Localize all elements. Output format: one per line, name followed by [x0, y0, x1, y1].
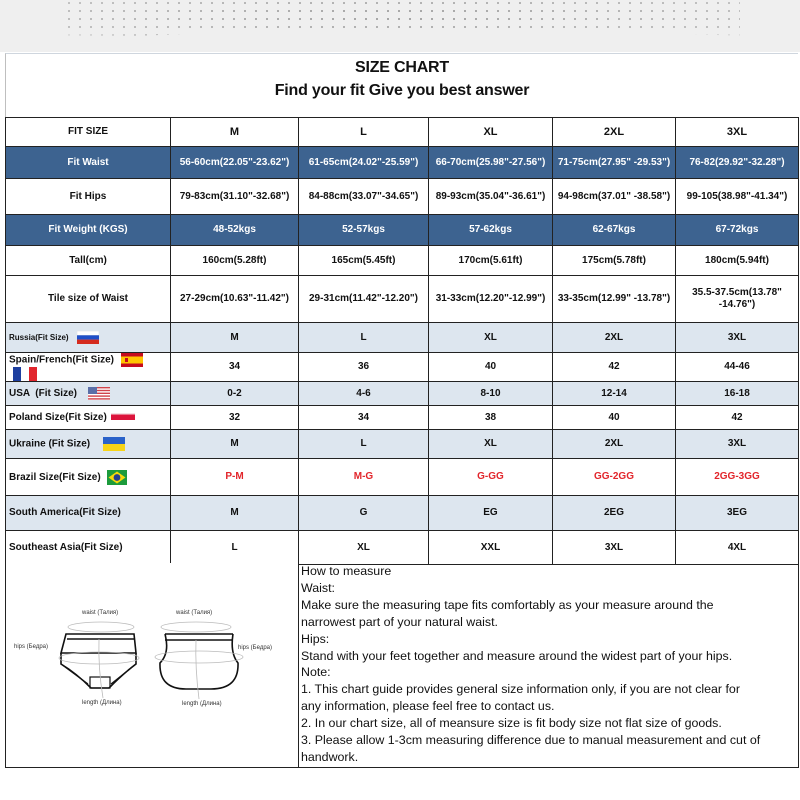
cell-2xl: 2EG	[553, 496, 676, 531]
table-row-fit-hips	[6, 179, 799, 215]
table-row-usa	[6, 382, 799, 406]
cell-3xl: 3XL	[676, 323, 799, 353]
notes-heading: How to measure	[301, 564, 392, 578]
cell-l: 36	[299, 353, 429, 382]
row-label: Spain/French(Fit Size)	[9, 354, 115, 366]
cell-xl: 57-62kgs	[429, 215, 553, 246]
cell-m: 56-60cm(22.05"-23.62")	[171, 147, 299, 179]
cell-3xl: 3EG	[676, 496, 799, 531]
row-label: Tile size of Waist	[6, 276, 171, 323]
measurement-diagram	[6, 563, 299, 767]
cell-xl: 31-33cm(12.20"-12.99")	[429, 276, 553, 323]
cell-m: M	[171, 430, 299, 459]
briefs-diagram-icon	[6, 563, 298, 767]
cell-m: L	[171, 531, 299, 565]
france-flag-icon	[13, 367, 37, 381]
column-header-m: M	[171, 118, 299, 147]
cell-l: L	[299, 323, 429, 353]
page-title: SIZE CHART	[354, 59, 449, 76]
cell-m: 79-83cm(31.10"-32.68")	[171, 179, 299, 215]
cell-2xl: GG-2GG	[553, 459, 676, 496]
row-label: Brazil Size(Fit Size)	[9, 471, 101, 483]
brazil-flag-icon	[107, 470, 127, 485]
row-label-cell	[6, 323, 171, 353]
notes-waist-text: Make sure the measuring tape fits comfortably as your measure around the	[301, 597, 714, 612]
row-label-cell	[6, 353, 171, 382]
usa-flag-icon	[88, 387, 110, 400]
cell-l: 52-57kgs	[299, 215, 429, 246]
table-row-fit-weight	[6, 215, 799, 246]
cell-xl: 38	[429, 406, 553, 430]
notes-item-2: 2. In our chart size, all of meansure size is fit body size not flat size of goods.	[301, 716, 722, 731]
row-label: Tall(cm)	[6, 246, 171, 276]
cell-m: M	[171, 496, 299, 531]
cell-3xl: 76-82(29.92"-32.28")	[676, 147, 799, 179]
notes-note-heading: Note:	[301, 665, 331, 680]
row-label-cell	[6, 459, 171, 496]
cell-m: 34	[171, 353, 299, 382]
row-label: Russia(Fit Size)	[9, 333, 69, 343]
cell-xl: 66-70cm(25.98"-27.56")	[429, 147, 553, 179]
cell-l: 61-65cm(24.02"-25.59")	[299, 147, 429, 179]
notes-item-1-cont: any information, please feel free to contact us.	[301, 699, 555, 714]
decorative-banner	[0, 0, 800, 52]
cell-xl: 8-10	[429, 382, 553, 406]
cell-2xl: 12-14	[553, 382, 676, 406]
row-label: Fit Hips	[6, 179, 171, 215]
cell-2xl: 3XL	[553, 531, 676, 565]
notes-item-3-cont: handwork.	[301, 749, 359, 764]
page-subtitle: Find your fit Give you best answer	[274, 82, 530, 99]
hips-label-front: hips (Бедра)	[14, 644, 48, 650]
row-label: Poland Size(Fit Size)	[9, 411, 107, 423]
cell-m: P-M	[171, 459, 299, 496]
column-header-l: L	[299, 118, 429, 147]
table-row-tall	[6, 246, 799, 276]
cell-xl: EG	[429, 496, 553, 531]
row-label: Fit Weight (KGS)	[6, 215, 171, 246]
column-header-2xl: 2XL	[553, 118, 676, 147]
cell-l: 165cm(5.45ft)	[299, 246, 429, 276]
ukraine-flag-icon	[103, 437, 125, 451]
cell-l: 84-88cm(33.07"-34.65")	[299, 179, 429, 215]
table-row-southeast-asia	[6, 531, 799, 565]
notes-hips-text: Stand with your feet together and measure around the widest part of your hips.	[301, 648, 733, 663]
cell-l: 4-6	[299, 382, 429, 406]
cell-2xl: 33-35cm(12.99" -13.78")	[553, 276, 676, 323]
row-label: USA (Fit Size)	[9, 388, 77, 400]
table-row-spain-france	[6, 353, 799, 382]
table-row-tile-size-waist	[6, 276, 799, 323]
cell-3xl: 180cm(5.94ft)	[676, 246, 799, 276]
row-label: Fit Waist	[6, 147, 171, 179]
cell-3xl: 44-46	[676, 353, 799, 382]
size-chart-table	[5, 117, 799, 565]
cell-3xl: 16-18	[676, 382, 799, 406]
cell-2xl: 2XL	[553, 430, 676, 459]
cell-m: 160cm(5.28ft)	[171, 246, 299, 276]
row-label: South America(Fit Size)	[6, 496, 171, 531]
russia-flag-icon	[77, 331, 99, 344]
cell-m: 48-52kgs	[171, 215, 299, 246]
cell-3xl: 3XL	[676, 430, 799, 459]
length-label-back: length (Длина)	[182, 701, 222, 707]
table-row-poland	[6, 406, 799, 430]
cell-xl: 89-93cm(35.04"-36.61")	[429, 179, 553, 215]
cell-l: 29-31cm(11.42"-12.20")	[299, 276, 429, 323]
table-row-fit-waist	[6, 147, 799, 179]
cell-2xl: 40	[553, 406, 676, 430]
cell-m: 27-29cm(10.63"-11.42")	[171, 276, 299, 323]
cell-xl: 170cm(5.61ft)	[429, 246, 553, 276]
cell-2xl: 94-98cm(37.01" -38.58")	[553, 179, 676, 215]
table-row-brazil	[6, 459, 799, 496]
cell-3xl: 35.5-37.5cm(13.78" -14.76")	[676, 276, 799, 323]
cell-l: L	[299, 430, 429, 459]
notes-waist-heading: Waist:	[301, 580, 335, 595]
cell-2xl: 71-75cm(27.95" -29.53")	[553, 147, 676, 179]
cell-xl: XXL	[429, 531, 553, 565]
cell-2xl: 42	[553, 353, 676, 382]
length-label-front: length (Длина)	[82, 700, 122, 706]
cell-l: M-G	[299, 459, 429, 496]
size-chart-title-box	[5, 53, 798, 118]
row-label-cell	[6, 406, 171, 430]
cell-m: M	[171, 323, 299, 353]
cell-2xl: 175cm(5.78ft)	[553, 246, 676, 276]
cell-l: G	[299, 496, 429, 531]
notes-item-3: 3. Please allow 1-3cm measuring difference due to manual measurement and cut of	[301, 733, 761, 748]
cell-xl: G-GG	[429, 459, 553, 496]
cell-3xl: 67-72kgs	[676, 215, 799, 246]
cell-xl: XL	[429, 430, 553, 459]
cell-xl: XL	[429, 323, 553, 353]
column-header-fit-size: FIT SIZE	[6, 118, 171, 147]
row-label-cell	[6, 382, 171, 406]
cell-m: 0-2	[171, 382, 299, 406]
column-header-3xl: 3XL	[676, 118, 799, 147]
measurement-section	[5, 563, 799, 768]
hips-label-back: hips (Бедра)	[238, 645, 272, 651]
table-row-ukraine	[6, 430, 799, 459]
cell-3xl: 99-105(38.98"-41.34")	[676, 179, 799, 215]
dot-pattern-icon	[0, 0, 800, 52]
notes-waist-text-2: narrowest part of your natural waist.	[301, 614, 498, 629]
poland-flag-icon	[111, 413, 135, 420]
cell-2xl: 62-67kgs	[553, 215, 676, 246]
notes-hips-heading: Hips:	[301, 631, 330, 646]
cell-xl: 40	[429, 353, 553, 382]
row-label-cell	[6, 430, 171, 459]
table-row-south-america	[6, 496, 799, 531]
cell-3xl: 4XL	[676, 531, 799, 565]
row-label: Southeast Asia(Fit Size)	[6, 531, 171, 565]
cell-m: 32	[171, 406, 299, 430]
notes-item-1: 1. This chart guide provides general size information only, if you are not clear for	[301, 682, 740, 697]
waist-label-front: waist (Талия)	[82, 610, 119, 616]
cell-2xl: 2XL	[553, 323, 676, 353]
cell-l: 34	[299, 406, 429, 430]
waist-label-back: waist (Талия)	[176, 610, 213, 616]
measurement-notes	[301, 563, 798, 767]
spain-flag-icon	[121, 353, 143, 367]
row-label: Ukraine (Fit Size)	[9, 438, 91, 450]
table-row-russia	[6, 323, 799, 353]
cell-3xl: 2GG-3GG	[676, 459, 799, 496]
cell-l: XL	[299, 531, 429, 565]
table-header-row	[6, 118, 799, 147]
cell-3xl: 42	[676, 406, 799, 430]
column-header-xl: XL	[429, 118, 553, 147]
